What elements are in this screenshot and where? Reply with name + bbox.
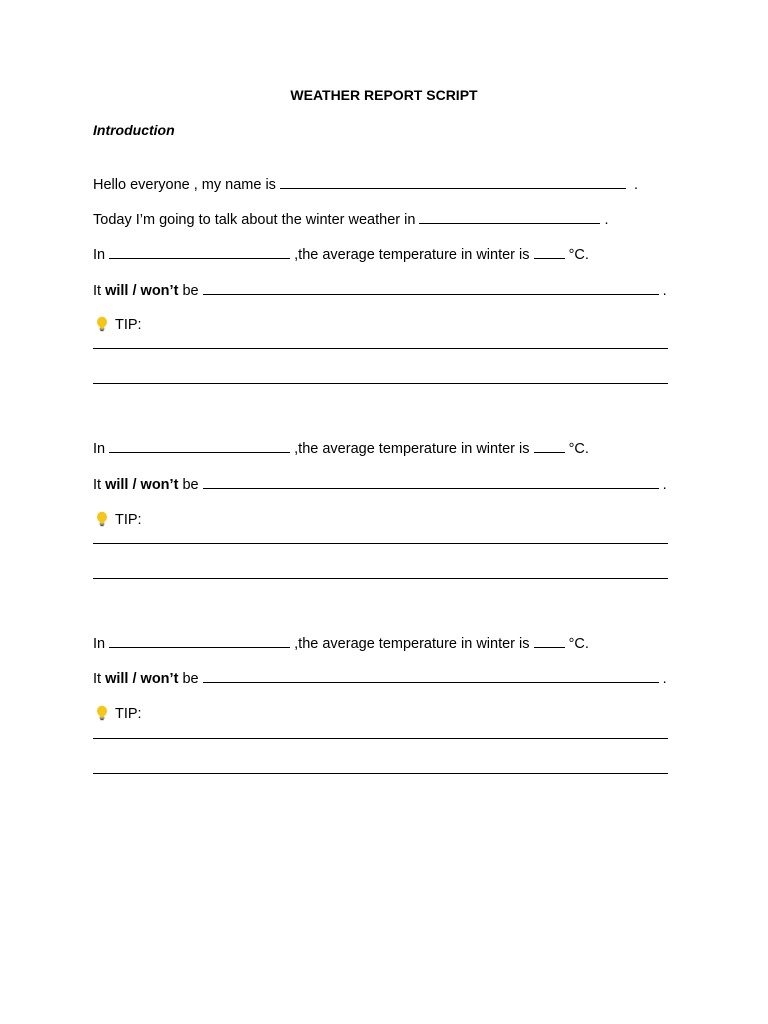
temperature-text: ,the average temperature in winter is — [294, 441, 530, 457]
today-line — [93, 210, 609, 229]
section-1-tip-line — [93, 316, 142, 334]
weather-blank[interactable] — [203, 475, 659, 489]
name-prefix: Hello everyone , my name is — [93, 177, 276, 193]
lightbulb-icon — [93, 705, 111, 721]
introduction-heading: Introduction — [93, 122, 175, 138]
will-wont-choice: will / won’t — [105, 283, 179, 299]
name-blank[interactable] — [280, 175, 626, 189]
tip-answer-line[interactable] — [93, 383, 668, 384]
section-3-will-line — [93, 669, 667, 688]
today-city-blank[interactable] — [419, 210, 600, 224]
temperature-unit: °C. — [568, 247, 589, 263]
city-blank[interactable] — [109, 245, 290, 259]
in-prefix: In — [93, 441, 106, 457]
will-middle: be — [182, 477, 199, 493]
section-2-temperature-line — [93, 439, 589, 458]
city-blank[interactable] — [109, 634, 290, 648]
will-wont-choice: will / won’t — [105, 477, 179, 493]
will-prefix: It — [93, 283, 102, 299]
tip-answer-line[interactable] — [93, 773, 668, 774]
tip-answer-line[interactable] — [93, 348, 668, 349]
lightbulb-icon — [93, 316, 111, 332]
tip-answer-line[interactable] — [93, 738, 668, 739]
tip-label: TIP: — [115, 317, 142, 333]
city-blank[interactable] — [109, 439, 290, 453]
weather-blank[interactable] — [203, 669, 659, 683]
in-prefix: In — [93, 247, 106, 263]
section-2-will-line — [93, 475, 667, 494]
weather-blank[interactable] — [203, 281, 659, 295]
tip-answer-line[interactable] — [93, 578, 668, 579]
name-line — [93, 175, 638, 194]
temperature-text: ,the average temperature in winter is — [294, 636, 530, 652]
today-suffix: . — [604, 212, 609, 228]
page-title: WEATHER REPORT SCRIPT — [290, 87, 478, 103]
temperature-unit: °C. — [568, 441, 589, 457]
name-suffix: . — [634, 177, 639, 193]
today-prefix: Today I’m going to talk about the winter weather in — [93, 212, 416, 228]
section-3-temperature-line — [93, 634, 589, 653]
lightbulb-icon — [93, 511, 111, 527]
will-prefix: It — [93, 671, 102, 687]
temperature-blank[interactable] — [534, 439, 565, 453]
temperature-text: ,the average temperature in winter is — [294, 247, 530, 263]
will-middle: be — [182, 283, 199, 299]
section-2-tip-line — [93, 511, 142, 529]
will-prefix: It — [93, 477, 102, 493]
section-1-temperature-line — [93, 245, 589, 264]
section-1-will-line — [93, 281, 667, 300]
will-wont-choice: will / won’t — [105, 671, 179, 687]
will-suffix: . — [662, 283, 667, 299]
tip-label: TIP: — [115, 706, 142, 722]
temperature-blank[interactable] — [534, 245, 565, 259]
tip-label: TIP: — [115, 512, 142, 528]
will-middle: be — [182, 671, 199, 687]
will-suffix: . — [662, 671, 667, 687]
will-suffix: . — [662, 477, 667, 493]
tip-answer-line[interactable] — [93, 543, 668, 544]
temperature-unit: °C. — [568, 636, 589, 652]
temperature-blank[interactable] — [534, 634, 565, 648]
section-3-tip-line — [93, 705, 142, 723]
in-prefix: In — [93, 636, 106, 652]
